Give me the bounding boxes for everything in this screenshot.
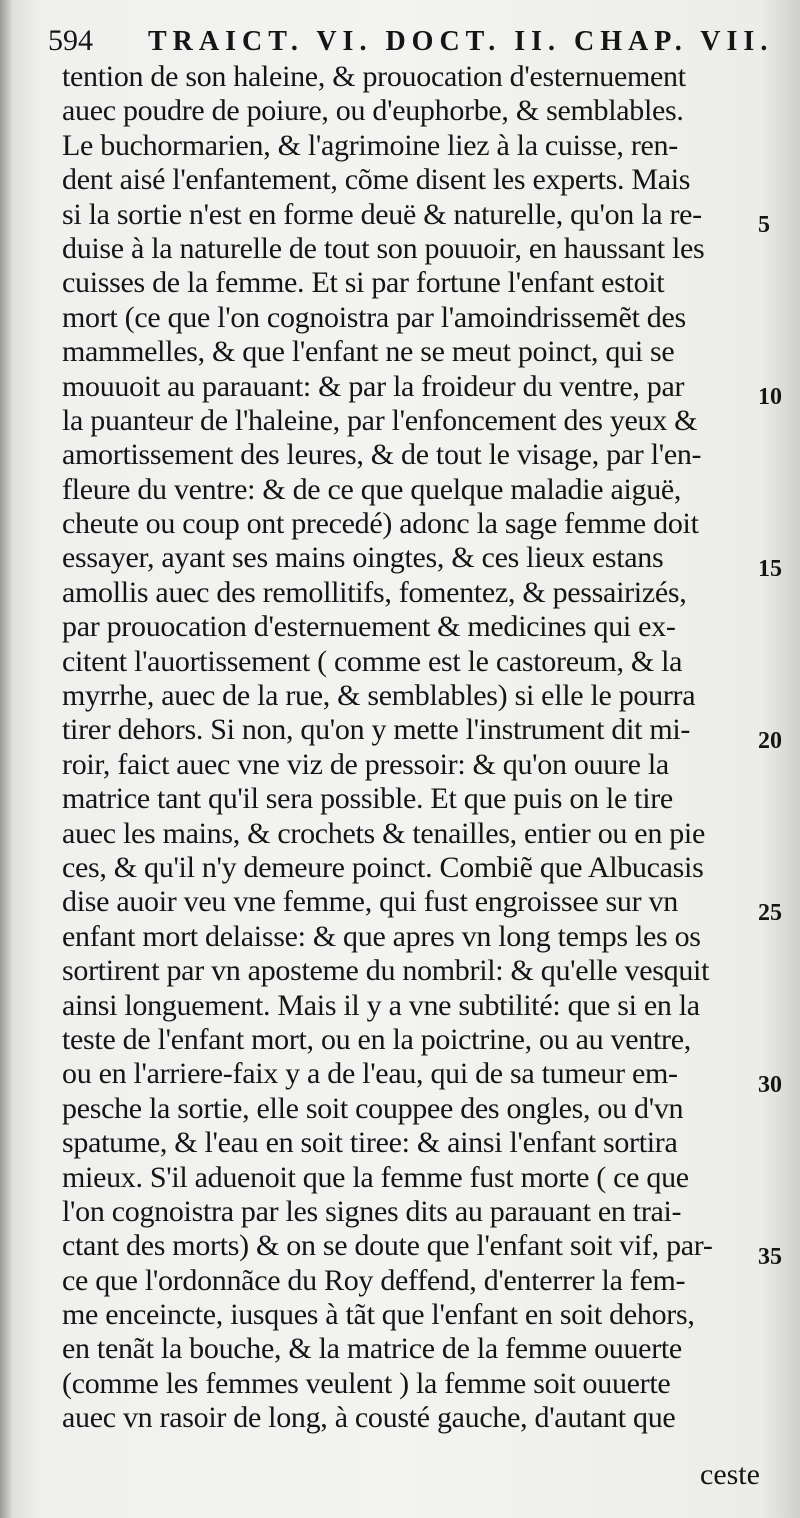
text-line: essayer, ayant ses mains oingtes, & ces lieux estans (62, 541, 664, 575)
catchword: ceste (700, 1458, 760, 1491)
text-line: mort (ce que l'on cognoistra par l'amoindrissemẽt des (62, 300, 686, 334)
margin-line-number: 30 (758, 1072, 782, 1098)
text-line: ou en l'arriere-faix y a de l'eau, qui de sa tumeur em- (62, 1057, 678, 1091)
text-line: en tenãt la bouche, & la matrice de la femme ouuerte (62, 1332, 682, 1366)
text-line: mieux. S'il aduenoit que la femme fust morte ( ce que (62, 1160, 689, 1194)
text-line: l'on cognoistra par les signes dits au parauant en trai- (62, 1194, 682, 1228)
text-line: amollis auec des remollitifs, fomentez, & pessairizés, (62, 575, 687, 609)
text-line: auec poudre de poiure, ou d'euphorbe, & semblables. (62, 94, 684, 128)
margin-line-number: 35 (758, 1244, 782, 1270)
text-line: citent l'auortissement ( comme est le castoreum, & la (62, 644, 683, 678)
text-line: cheute ou coup ont precedé) adonc la sage femme doit (62, 507, 699, 541)
margin-line-number: 15 (758, 556, 782, 582)
text-line: Le buchormarien, & l'agrimoine liez à la cuisse, ren- (62, 128, 678, 162)
text-block (62, 60, 754, 1436)
text-line: cuisses de la femme. Et si par fortune l'enfant estoit (62, 266, 665, 300)
margin-line-number: 20 (758, 728, 782, 754)
text-line: ainsi longuement. Mais il y a vne subtilité: que si en la (62, 988, 700, 1022)
text-line: roir, faict auec vne viz de pressoir: & qu'on ouure la (62, 747, 669, 781)
text-line: mammelles, & que l'enfant ne se meut poinct, qui se (62, 335, 675, 369)
text-line: ces, & qu'il n'y demeure poinct. Combiẽ que Albucasis (62, 850, 704, 884)
text-line: enfant mort delaisse: & que apres vn long temps les os (62, 919, 701, 953)
text-line: myrrhe, auec de la rue, & semblables) si elle le pourra (62, 679, 696, 713)
text-line: duise à la naturelle de tout son pouuoir, en haussant les (62, 231, 705, 265)
text-line: tention de son haleine, & prouocation d'esternuement (62, 60, 686, 93)
margin-line-number: 10 (758, 384, 782, 410)
page-gutter-edge (0, 0, 14, 1518)
margin-line-number: 25 (758, 900, 782, 926)
margin-line-number: 5 (758, 212, 770, 238)
folio-number: 594 (48, 24, 93, 57)
text-line: fleure du ventre: & de ce que quelque maladie aiguë, (62, 472, 682, 506)
page-header (48, 24, 774, 64)
text-line: ctant des morts) & on se doute que l'enfant soit vif, par- (62, 1229, 713, 1263)
text-line: tirer dehors. Si non, qu'on y mette l'instrument dit mi- (62, 713, 691, 747)
text-line: teste de l'enfant mort, ou en la poictrine, ou au ventre, (62, 1022, 691, 1056)
text-line: amortissement des leures, & de tout le visage, par l'en- (62, 438, 702, 472)
text-line: sortirent par vn aposteme du nombril: & qu'elle vesquit (62, 954, 710, 988)
text-line: par prouocation d'esternuement & medicines qui ex- (62, 610, 676, 644)
text-line: spatume, & l'eau en soit tiree: & ainsi l'enfant sortira (62, 1126, 678, 1160)
text-line: me enceincte, iusques à tãt que l'enfant en soit dehors, (62, 1298, 695, 1332)
text-line: ce que l'ordonnãce du Roy deffend, d'enterrer la fem- (62, 1263, 686, 1297)
text-line: (comme les femmes veulent ) la femme soit ouuerte (62, 1366, 671, 1400)
text-line: si la sortie n'est en forme deuë & naturelle, qu'on la re- (62, 197, 702, 231)
text-line: pesche la sortie, elle soit couppee des ongles, ou d'vn (62, 1091, 684, 1125)
text-line: mouuoit au parauant: & par la froideur du ventre, par (62, 369, 685, 403)
running-title: TRAICT. VI. DOCT. II. CHAP. VII. (148, 26, 774, 57)
text-line: auec les mains, & crochets & tenailles, entier ou en pie (62, 816, 705, 850)
text-line: dent aisé l'enfantement, cõme disent les experts. Mais (62, 163, 691, 197)
text-line: matrice tant qu'il sera possible. Et que puis on le tire (62, 782, 673, 816)
text-line: dise auoir veu vne femme, qui fust engroissee sur vn (62, 885, 678, 919)
text-line: auec vn rasoir de long, à cousté gauche, d'autant que (62, 1401, 676, 1435)
text-line: la puanteur de l'haleine, par l'enfoncement des yeux & (62, 403, 698, 437)
